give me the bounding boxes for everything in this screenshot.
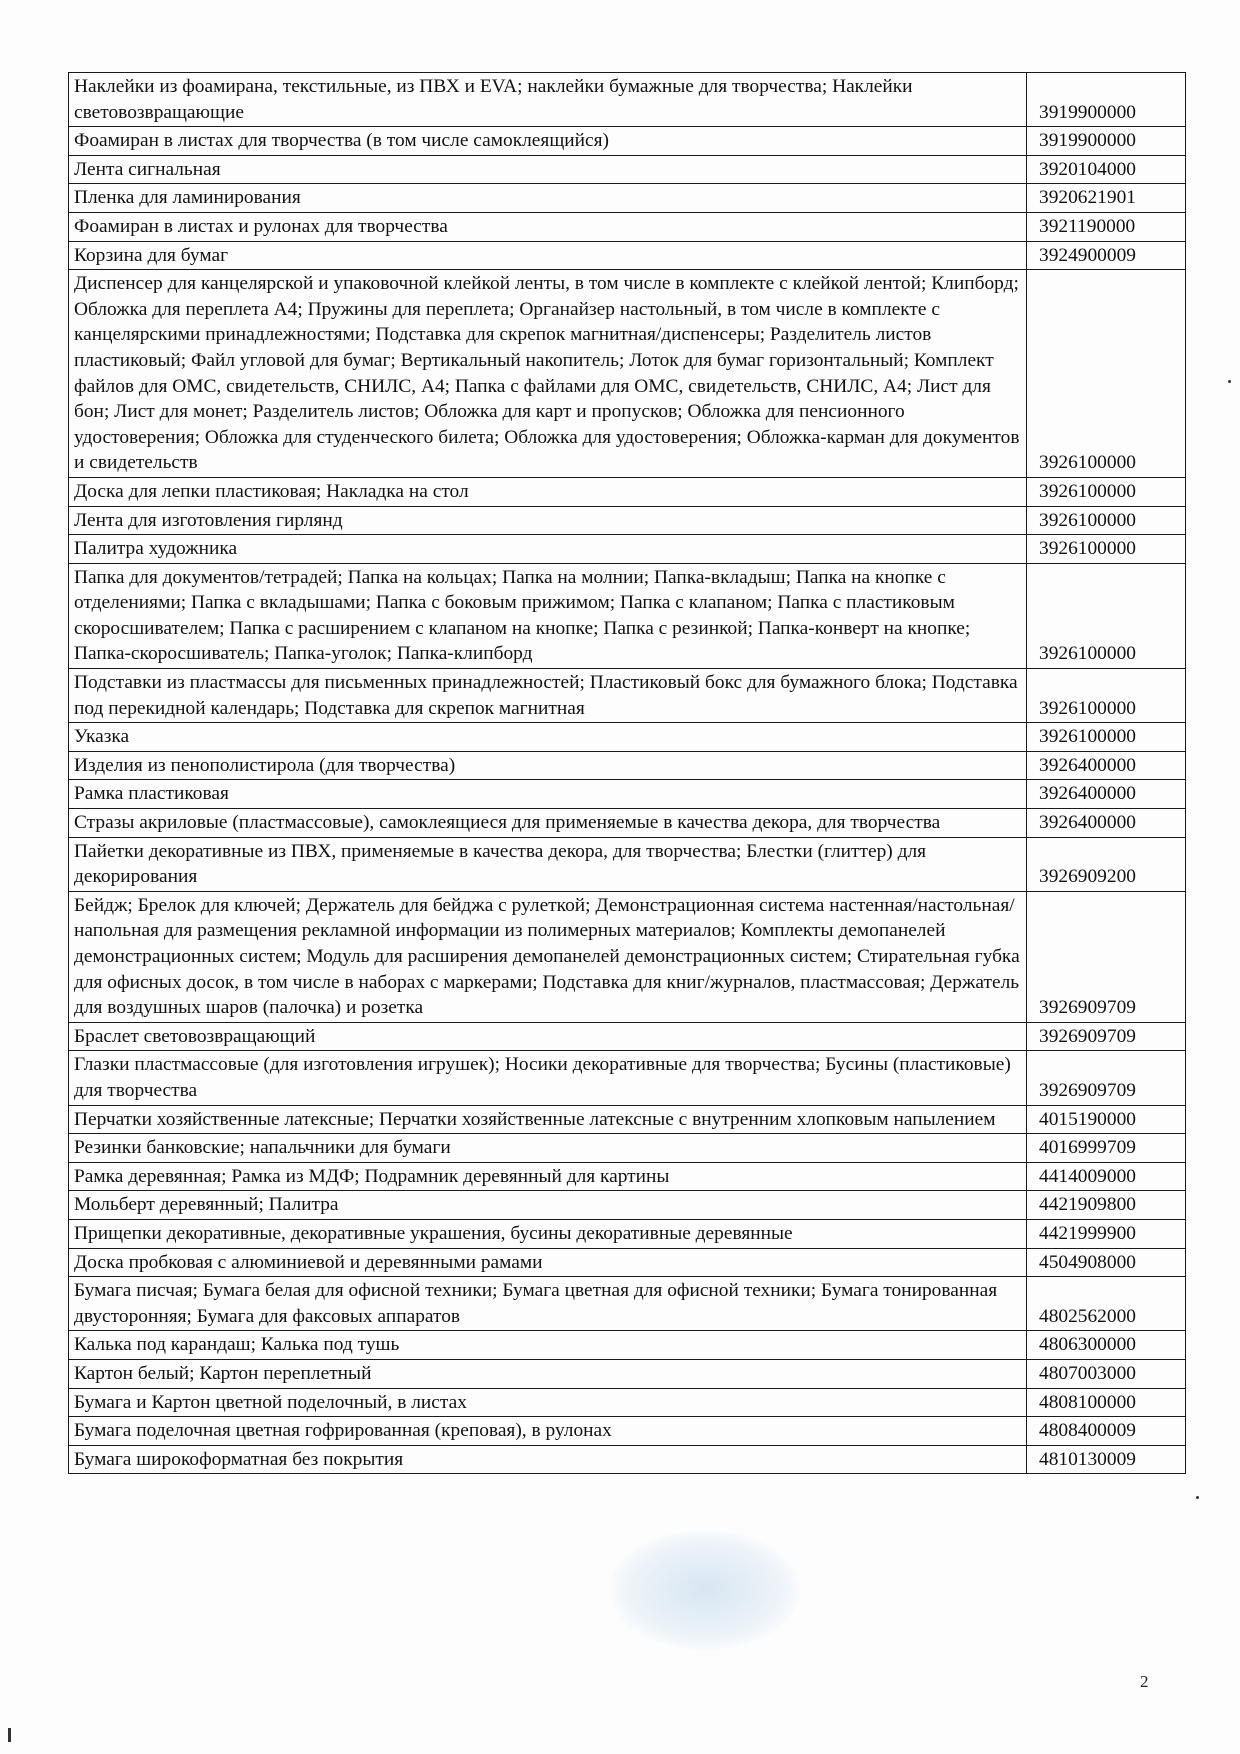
product-name-cell: Прищепки декоративные, декоративные украшения, бусины декоративные деревянные	[69, 1219, 1027, 1248]
scan-mark	[8, 1728, 11, 1742]
tnved-code-cell: 4421909800	[1027, 1191, 1186, 1220]
product-name-cell: Бейдж; Брелок для ключей; Держатель для бейджа с рулеткой; Демонстрационная система настенная/настольная/напольная для размещения рекламной информации из полимерных материалов; Комплекты демопанелей демонстрационных систем; Модуль для расширения демопанелей демонстрационных систем; Стирательная губка для офисных досок, в том числе в наборах с маркерами; Подставка для книг/журналов, пластмассовая; Держатель для воздушных шаров (палочка) и розетка	[69, 891, 1027, 1022]
product-name-cell: Глазки пластмассовые (для изготовления игрушек); Носики декоративные для творчества; Бусины (пластиковые) для творчества	[69, 1051, 1027, 1105]
product-name-cell: Бумага писчая; Бумага белая для офисной техники; Бумага цветная для офисной техники; Бумага тонированная двусторонняя; Бумага для факсовых аппаратов	[69, 1277, 1027, 1331]
product-name-cell: Калька под карандаш; Калька под тушь	[69, 1331, 1027, 1360]
product-name-cell: Доска для лепки пластиковая; Накладка на стол	[69, 477, 1027, 506]
table-row	[69, 669, 1186, 723]
table-row	[69, 535, 1186, 564]
tnved-code-cell: 4414009000	[1027, 1162, 1186, 1191]
product-name-cell: Диспенсер для канцелярской и упаковочной клейкой ленты, в том числе в комплекте с клейкой лентой; Клипборд; Обложка для переплета А4; Пружины для переплета; Органайзер настольный, в том числе в комплекте с канцелярскими принадлежностями; Подставка для скрепок магнитная/диспенсеры; Разделитель листов пластиковый; Файл угловой для бумаг; Вертикальный накопитель; Лоток для бумаг горизонтальный; Комплект файлов для ОМС, свидетельств, СНИЛС, А4; Папка с файлами для ОМС, свидетельств, СНИЛС, А4; Лист для бон; Лист для монет; Разделитель листов; Обложка для карт и пропусков; Обложка для пенсионного удостоверения; Обложка для студенческого билета; Обложка для удостоверения; Обложка-карман для документов и свидетельств	[69, 270, 1027, 478]
product-name-cell: Указка	[69, 723, 1027, 752]
product-name-cell: Стразы акриловые (пластмассовые), самоклеящиеся для применяемые в качества декора, для творчества	[69, 809, 1027, 838]
tnved-code-cell: 3926100000	[1027, 477, 1186, 506]
tnved-code-cell: 3924900009	[1027, 241, 1186, 270]
product-code-table	[68, 72, 1186, 1474]
tnved-code-cell: 4807003000	[1027, 1359, 1186, 1388]
table-row	[69, 1388, 1186, 1417]
product-name-cell: Пленка для ламинирования	[69, 184, 1027, 213]
tnved-code-cell: 3926909200	[1027, 837, 1186, 891]
table-row	[69, 1162, 1186, 1191]
product-name-cell: Лента сигнальная	[69, 155, 1027, 184]
product-name-cell: Пайетки декоративные из ПВХ, применяемые в качества декора, для творчества; Блестки (глиттер) для декорирования	[69, 837, 1027, 891]
product-name-cell: Перчатки хозяйственные латексные; Перчатки хозяйственные латексные с внутренним хлопковым напылением	[69, 1105, 1027, 1134]
tnved-code-cell: 3926100000	[1027, 506, 1186, 535]
product-name-cell: Доска пробковая с алюминиевой и деревянными рамами	[69, 1248, 1027, 1277]
table-row	[69, 837, 1186, 891]
table-row	[69, 127, 1186, 156]
scan-speck	[1228, 380, 1231, 383]
table-row	[69, 477, 1186, 506]
table-row	[69, 1331, 1186, 1360]
tnved-code-cell: 4802562000	[1027, 1277, 1186, 1331]
product-name-cell: Наклейки из фоамирана, текстильные, из ПВХ и EVA; наклейки бумажные для творчества; Наклейки световозвращающие	[69, 73, 1027, 127]
product-name-cell: Рамка пластиковая	[69, 780, 1027, 809]
table-row	[69, 1277, 1186, 1331]
tnved-code-cell: 3921190000	[1027, 212, 1186, 241]
tnved-code-cell: 3926100000	[1027, 563, 1186, 668]
table-row	[69, 155, 1186, 184]
tnved-code-cell: 4806300000	[1027, 1331, 1186, 1360]
table-row	[69, 270, 1186, 478]
tnved-code-cell: 3926100000	[1027, 723, 1186, 752]
product-name-cell: Корзина для бумаг	[69, 241, 1027, 270]
tnved-code-cell: 3926909709	[1027, 1051, 1186, 1105]
table-row	[69, 1051, 1186, 1105]
tnved-code-cell: 3926100000	[1027, 669, 1186, 723]
table-row	[69, 723, 1186, 752]
table-row	[69, 809, 1186, 838]
table-row	[69, 1219, 1186, 1248]
table-row	[69, 1191, 1186, 1220]
tnved-code-cell: 3926100000	[1027, 270, 1186, 478]
product-name-cell: Фоамиран в листах и рулонах для творчества	[69, 212, 1027, 241]
tnved-code-cell: 4810130009	[1027, 1445, 1186, 1474]
product-name-cell: Лента для изготовления гирлянд	[69, 506, 1027, 535]
tnved-code-cell: 4421999900	[1027, 1219, 1186, 1248]
product-name-cell: Папка для документов/тетрадей; Папка на кольцах; Папка на молнии; Папка-вкладыш; Папка на кнопке с отделениями; Папка с вкладышами; Папка с боковым прижимом; Папка с клапаном; Папка с пластиковым скоросшивателем; Папка с расширением с клапаном на кнопке; Папка с резинкой; Папка-конверт на кнопке; Папка-скоросшиватель; Папка-уголок; Папка-клипборд	[69, 563, 1027, 668]
table-row	[69, 891, 1186, 1022]
table-row	[69, 1134, 1186, 1163]
product-name-cell: Рамка деревянная; Рамка из МДФ; Подрамник деревянный для картины	[69, 1162, 1027, 1191]
product-name-cell: Картон белый; Картон переплетный	[69, 1359, 1027, 1388]
table-row	[69, 1359, 1186, 1388]
tnved-code-cell: 4808400009	[1027, 1417, 1186, 1446]
table-row	[69, 563, 1186, 668]
table-row	[69, 1022, 1186, 1051]
scan-speck	[1196, 1496, 1199, 1499]
table-row	[69, 506, 1186, 535]
table-row	[69, 1417, 1186, 1446]
product-name-cell: Мольберт деревянный; Палитра	[69, 1191, 1027, 1220]
tnved-code-cell: 3926909709	[1027, 891, 1186, 1022]
tnved-code-cell: 3920621901	[1027, 184, 1186, 213]
product-name-cell: Бумага поделочная цветная гофрированная (креповая), в рулонах	[69, 1417, 1027, 1446]
table-row	[69, 1248, 1186, 1277]
table-row	[69, 1445, 1186, 1474]
table-row	[69, 241, 1186, 270]
table-row	[69, 73, 1186, 127]
tnved-code-cell: 3919900000	[1027, 73, 1186, 127]
product-name-cell: Бумага и Картон цветной поделочный, в листах	[69, 1388, 1027, 1417]
tnved-code-cell: 3926400000	[1027, 751, 1186, 780]
tnved-code-cell: 4504908000	[1027, 1248, 1186, 1277]
tnved-code-cell: 3926100000	[1027, 535, 1186, 564]
product-name-cell: Изделия из пенополистирола (для творчества)	[69, 751, 1027, 780]
table-row	[69, 780, 1186, 809]
tnved-code-cell: 3919900000	[1027, 127, 1186, 156]
product-name-cell: Подставки из пластмассы для письменных принадлежностей; Пластиковый бокс для бумажного блока; Подставка под перекидной календарь; Подставка для скрепок магнитная	[69, 669, 1027, 723]
table-row	[69, 1105, 1186, 1134]
product-name-cell: Бумага широкоформатная без покрытия	[69, 1445, 1027, 1474]
table-row	[69, 212, 1186, 241]
tnved-code-cell: 3926400000	[1027, 809, 1186, 838]
table-row	[69, 184, 1186, 213]
table-row	[69, 751, 1186, 780]
product-name-cell: Фоамиран в листах для творчества (в том числе самоклеящийся)	[69, 127, 1027, 156]
tnved-code-cell: 3926400000	[1027, 780, 1186, 809]
stamp-smudge	[610, 1530, 800, 1650]
tnved-code-cell: 4015190000	[1027, 1105, 1186, 1134]
product-name-cell: Браслет световозвращающий	[69, 1022, 1027, 1051]
page-number: 2	[1140, 1672, 1149, 1691]
tnved-code-cell: 3926909709	[1027, 1022, 1186, 1051]
tnved-code-cell: 4808100000	[1027, 1388, 1186, 1417]
tnved-code-cell: 3920104000	[1027, 155, 1186, 184]
product-name-cell: Палитра художника	[69, 535, 1027, 564]
product-name-cell: Резинки банковские; напальчники для бумаги	[69, 1134, 1027, 1163]
table-body	[69, 73, 1186, 1474]
tnved-code-cell: 4016999709	[1027, 1134, 1186, 1163]
